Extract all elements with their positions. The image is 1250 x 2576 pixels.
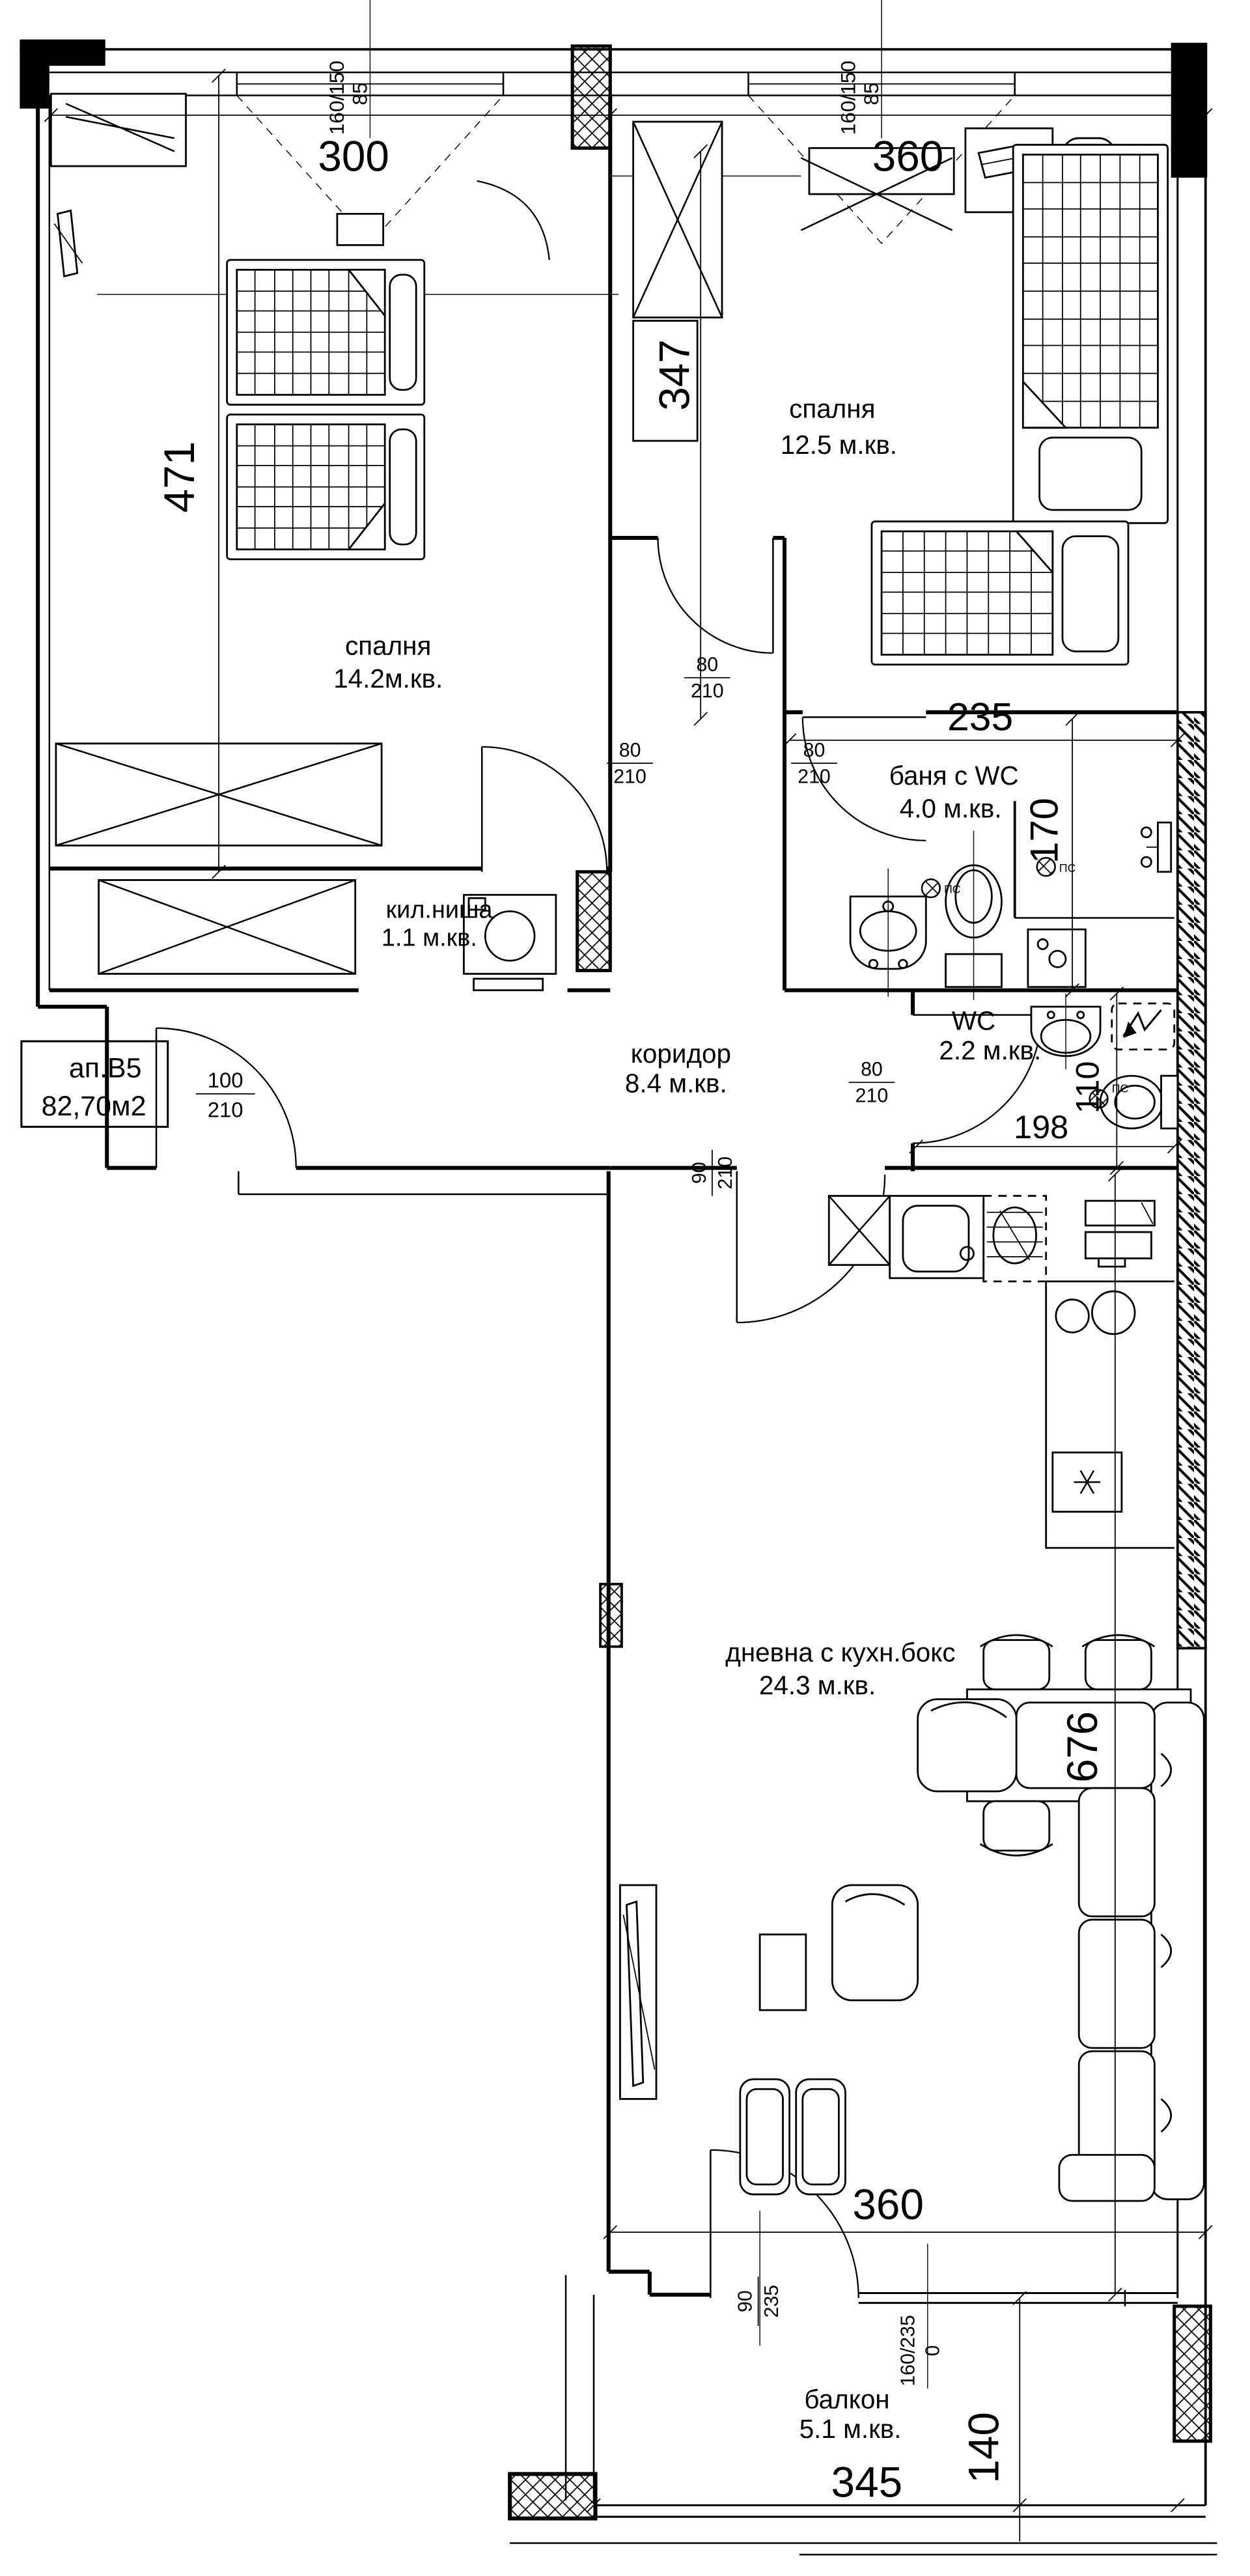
balcony-door-size: 160/235	[897, 2315, 919, 2387]
column-hatched-balcony-left	[510, 2474, 595, 2518]
window2-size: 160/150	[836, 61, 860, 135]
closet-shelf	[474, 979, 543, 990]
dim-living-width: 360	[852, 2180, 924, 2228]
door-label-living	[689, 1150, 736, 1196]
wc-electrical-panel	[1112, 1003, 1174, 1050]
door-label-balcony	[898, 2315, 944, 2387]
wardrobe-bedroom2	[633, 122, 722, 318]
dim-closet-col: 347	[650, 339, 699, 411]
column-hatched-balcony-right	[1174, 2306, 1211, 2441]
furniture	[51, 94, 1204, 2201]
door-label-bedroom2	[684, 654, 730, 702]
balcony-left-edge	[566, 2275, 594, 2500]
door-w: 80	[618, 740, 641, 762]
dim-line-140	[1013, 2291, 1026, 2541]
window-casement-arc	[477, 181, 549, 260]
door-arc-bedroom2	[658, 538, 773, 653]
room-balcony-name: балкон	[804, 2384, 890, 2415]
bathroom-toilet	[946, 831, 1002, 1000]
dim-left-height: 471	[156, 441, 204, 513]
door-h: 210	[613, 766, 646, 788]
dim-line-170	[1066, 712, 1079, 997]
door-w: 90	[688, 1162, 710, 1184]
refrigerator	[1053, 1453, 1122, 1512]
room-labels	[333, 394, 1041, 2444]
wall-corner-top-right	[1171, 43, 1208, 178]
vent-icon	[922, 879, 940, 897]
dim-living-height: 676	[1059, 1711, 1107, 1783]
kitchen-appliances	[1085, 1201, 1154, 1267]
door-label-bedroom1	[607, 740, 653, 787]
window1-size: 160/150	[325, 61, 349, 135]
balcony-glazing	[859, 2293, 1178, 2303]
dim-wc-width: 110	[1068, 1061, 1106, 1114]
room-bath-name: баня с WC	[889, 760, 1019, 791]
door-w: 80	[696, 654, 719, 676]
dim-bath-width: 235	[947, 694, 1014, 739]
window1-sill: 85	[348, 82, 372, 105]
window2-sill: 85	[859, 82, 883, 105]
window-label-balcony-90	[735, 2276, 783, 2326]
door-h: 210	[855, 1085, 889, 1107]
ottomans	[740, 2079, 846, 2194]
armchair	[832, 1885, 917, 2000]
room-bedroom2-area: 12.5 м.кв.	[780, 430, 898, 460]
door-label-wc	[849, 1059, 895, 1106]
kitchen-sink-counter	[890, 1196, 984, 1278]
column-hatched-living-left	[600, 1584, 622, 1647]
apartment-tag	[21, 1041, 168, 1127]
dresser-bedroom1	[51, 94, 186, 166]
door-label-bath	[791, 740, 837, 787]
bed-single-1	[227, 260, 424, 404]
dim-top-right: 360	[872, 132, 944, 180]
tv-cabinet-living	[620, 1885, 656, 2099]
room-closet-name: кил.ниша	[385, 896, 493, 924]
room-corridor-name: коридор	[630, 1038, 731, 1069]
door-w: 100	[207, 1067, 243, 1092]
door-w: 80	[861, 1059, 883, 1081]
dim-line-top	[44, 109, 1212, 122]
room-living-area: 24.3 м.кв.	[758, 1670, 876, 1700]
room-balcony-area: 5.1 м.кв.	[799, 2413, 902, 2444]
kitchen-stove	[984, 1196, 1046, 1281]
vent-label: ПС	[1111, 1082, 1129, 1095]
apartment-label: ап.В5	[68, 1052, 142, 1084]
room-closet-area: 1.1 м.кв.	[381, 924, 477, 952]
column-hatched-top	[572, 46, 610, 148]
kitchen-cabinet-x	[829, 1196, 889, 1265]
door-h: 210	[715, 1156, 737, 1190]
bathroom-sink	[850, 869, 926, 997]
window-h: 235	[760, 2284, 783, 2318]
vent-label: ПС	[1059, 861, 1076, 875]
bed-single-2	[227, 415, 424, 559]
wall-left-step	[38, 1007, 107, 1168]
apartment-area: 82,70м2	[41, 1090, 146, 1122]
coffee-table	[760, 1935, 806, 2010]
vent-label: ПС	[944, 882, 961, 896]
dim-bath-depth: 170	[1021, 798, 1066, 864]
balcony-rail	[594, 2505, 1206, 2517]
bed-vertical-bedroom2	[1013, 145, 1167, 523]
closet-cabinet	[99, 880, 355, 974]
room-bedroom2-name: спалня	[789, 393, 876, 424]
column-hatched-closet	[577, 872, 611, 971]
window-w: 90	[734, 2290, 757, 2312]
wall-step-below-corridor	[238, 1171, 610, 1194]
room-bedroom1-area: 14.2м.кв.	[333, 663, 443, 693]
tv-bedroom1	[54, 210, 82, 276]
wall-living-left	[609, 1171, 711, 2295]
door-arc-bedroom1	[482, 747, 607, 872]
room-corridor-area: 8.4 м.кв.	[624, 1068, 727, 1099]
dim-top-left: 300	[318, 132, 389, 180]
dim-balcony-depth: 140	[960, 2412, 1008, 2484]
dim-balcony-width: 345	[831, 2458, 903, 2506]
wc-sink	[1031, 994, 1100, 1069]
room-bath-area: 4.0 м.кв.	[899, 793, 1002, 824]
door-label-entrance	[196, 1068, 255, 1121]
bed-horizontal-bedroom2	[872, 522, 1128, 665]
room-bedroom1-name: спалня	[345, 630, 432, 661]
balcony-door-sill: 0	[922, 2345, 944, 2357]
room-wc-area: 2.2 м.кв.	[939, 1035, 1042, 1065]
wall-right-hatched	[1178, 712, 1206, 1648]
nightstand-bedroom1	[337, 214, 383, 245]
door-h: 210	[798, 766, 831, 788]
room-living-name: дневна с кухн.бокс	[725, 1637, 956, 1668]
dim-wc-length: 198	[1013, 1108, 1069, 1146]
balcony-slab-lines	[510, 2543, 1217, 2555]
door-h: 210	[207, 1097, 243, 1122]
door-w: 80	[803, 740, 826, 762]
door-h: 210	[691, 680, 724, 703]
room-wc-name: WC	[951, 1005, 996, 1036]
